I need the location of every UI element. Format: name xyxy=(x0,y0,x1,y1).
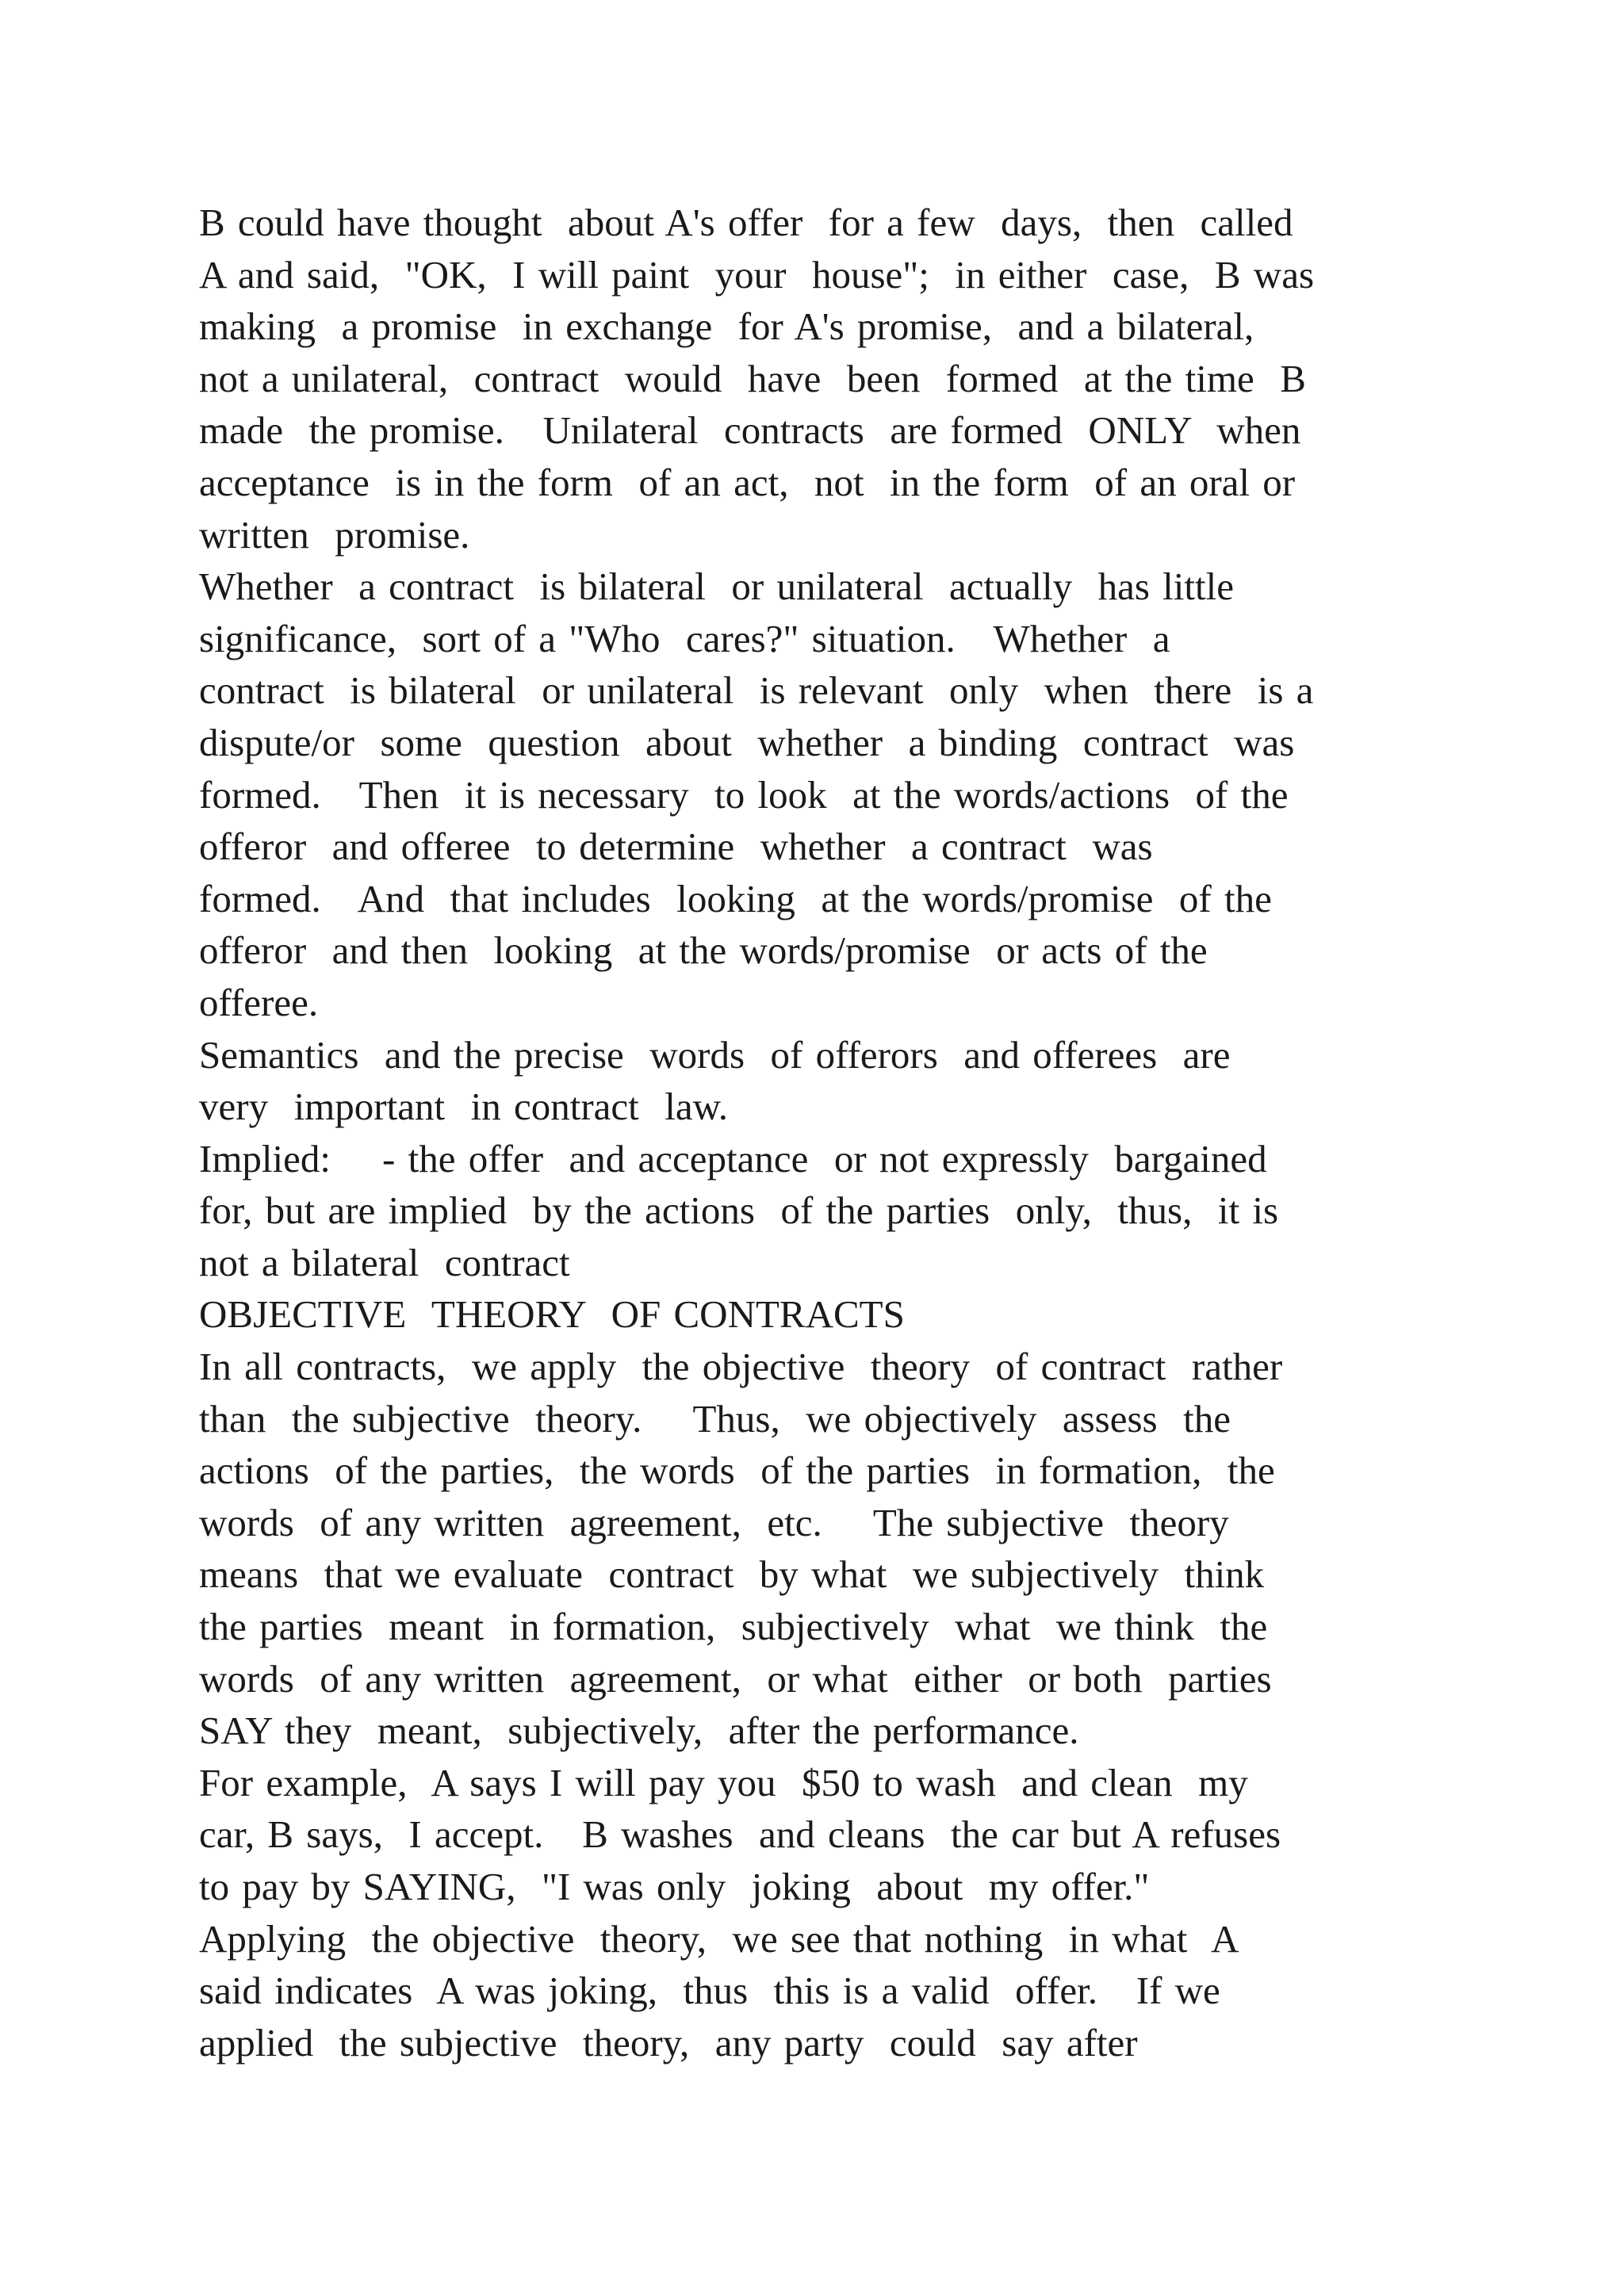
text-line: Whether a contract is bilateral or unilateral actually has little xyxy=(199,564,1234,609)
text-line: applied the subjective theory, any party could say after xyxy=(199,2020,1138,2064)
text-line: making a promise in exchange for A's promise, and a bilateral, xyxy=(199,304,1254,349)
text-line: words of any written agreement, or what either or both parties xyxy=(199,1656,1272,1701)
text-line: than the subjective theory. Thus, we objectively assess the xyxy=(199,1396,1231,1441)
text-line: contract is bilateral or unilateral is relevant only when there is a xyxy=(199,668,1314,713)
text-line: for, but are implied by the actions of the parties only, thus, it is xyxy=(199,1188,1279,1233)
text-line: acceptance is in the form of an act, not in the form of an oral or xyxy=(199,460,1296,504)
text-line: to pay by SAYING, "I was only joking about my offer." xyxy=(199,1865,1150,1908)
text-line: significance, sort of a "Who cares?" situation. Whether a xyxy=(199,616,1170,660)
text-line: not a unilateral, contract would have been formed at the time B xyxy=(199,356,1306,400)
text-line: formed. And that includes looking at the words/promise of the xyxy=(199,876,1272,920)
text-line: means that we evaluate contract by what we subjectively think xyxy=(199,1552,1265,1597)
text-line: A and said, "OK, I will paint your house"; in either case, B was xyxy=(199,252,1315,297)
text-line: offeror and offeree to determine whether a contract was xyxy=(199,825,1153,869)
text-line: For example, A says I will pay you $50 to wash and clean my xyxy=(199,1760,1248,1804)
text-line: written promise. xyxy=(199,512,470,557)
text-line: made the promise. Unilateral contracts are formed ONLY when xyxy=(199,408,1301,453)
text-line: Implied: - the offer and acceptance or not expressly bargained xyxy=(199,1136,1267,1181)
text-line: offeree. xyxy=(199,980,319,1024)
text-line: car, B says, I accept. B washes and cleans the car but A refuses xyxy=(199,1812,1281,1857)
text-line: actions of the parties, the words of the parties in formation, the xyxy=(199,1448,1275,1493)
text-line: B could have thought about A's offer for a few days, then called xyxy=(199,201,1293,244)
text-line: said indicates A was joking, thus this is a valid offer. If we xyxy=(199,1969,1220,2013)
text-line: OBJECTIVE THEORY OF CONTRACTS xyxy=(199,1292,905,1337)
text-line: formed. Then it is necessary to look at the words/actions of the xyxy=(199,772,1289,817)
text-line: very important in contract law. xyxy=(199,1085,729,1129)
body-text xyxy=(199,197,1515,2068)
text-line: the parties meant in formation, subjectively what we think the xyxy=(199,1605,1268,1649)
text-line: In all contracts, we apply the objective theory of contract rather xyxy=(199,1345,1283,1389)
text-line: offeror and then looking at the words/promise or acts of the xyxy=(199,928,1208,973)
text-line: Semantics and the precise words of offerors and offerees are xyxy=(199,1032,1231,1077)
text-line: Applying the objective theory, we see that nothing in what A xyxy=(199,1916,1239,1961)
text-line: not a bilateral contract xyxy=(199,1240,570,1284)
text-line: words of any written agreement, etc. The subjective theory xyxy=(199,1500,1229,1544)
text-line: SAY they meant, subjectively, after the performance. xyxy=(199,1709,1079,1753)
text-line: dispute/or some question about whether a binding contract was xyxy=(199,720,1295,764)
